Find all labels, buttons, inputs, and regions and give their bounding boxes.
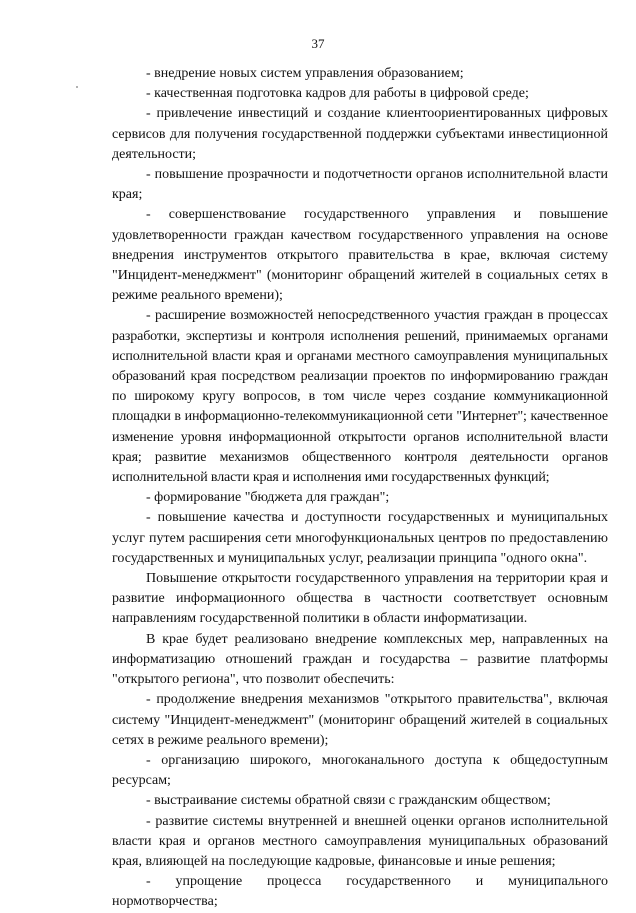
paragraph-10: В крае будет реализовано внедрение комплексных мер, направленных на информатизацию отношений граждан и государства – развитие платформы "открытого региона", что позволит обеспечить: xyxy=(112,631,608,688)
paragraph-15: - упрощение процесса государственного и муниципального нормотворчества; xyxy=(112,874,608,910)
paragraph-2: - качественная подготовка кадров для работы в цифровой среде; xyxy=(146,86,529,102)
paragraph-6: - расширение возможностей непосредственного участия граждан в процессах разработки, экспертизы и контроля исполнения решений, принимаемых органами исполнительной власти края и органами местного самоуправления муниципальных образований края посредством реализации проектов по информированию граждан по широкому кругу вопросов, в том числе через создание коммуникационной площадки в информационно-телекоммуникационной сети "Интернет"; качественное изменение уровня информационной открытости органов исполнительной власти края; развитие механизмов общественного контроля деятельности органов исполнительной власти края и исполнения ими государственных функций; xyxy=(112,308,608,486)
paragraph-4: - повышение прозрачности и подотчетности органов исполнительной власти края; xyxy=(112,167,608,203)
paragraph-8: - повышение качества и доступности государственных и муниципальных услуг путем расширения сети многофункциональных центров по предоставлению государственных и муниципальных услуг, реализации принципа "одного окна". xyxy=(112,510,608,566)
paragraph-3: - привлечение инвестиций и создание клиентоориентированных цифровых сервисов для получения государственной поддержки субъектами инвестиционной деятельности; xyxy=(112,106,608,162)
paragraph-14: - развитие системы внутренней и внешней оценки органов исполнительной власти края и органов местного самоуправления муниципальных образований края, влияющей на последующие кадровые, финансовые и иные решения; xyxy=(112,813,608,869)
document-body xyxy=(112,64,608,913)
paragraph-11: - продолжение внедрения механизмов "открытого правительства", включая систему "Инцидент-менеджмент" (мониторинг обращений жителей в социальных сетях в режиме реального времени); xyxy=(112,692,608,748)
paragraph-13: - выстраивание системы обратной связи с гражданским обществом; xyxy=(146,793,551,809)
paragraph-9: Повышение открытости государственного управления на территории края и развитие информационного общества в частности соответствует основным направлениям государственной политики в области информатизации. xyxy=(112,571,608,627)
paragraph-7: - формирование "бюджета для граждан"; xyxy=(146,490,390,506)
paragraph-1: - внедрение новых систем управления образованием; xyxy=(146,66,464,81)
scan-mark xyxy=(76,86,78,88)
paragraph-5: - совершенствование государственного управления и повышение удовлетворенности граждан качеством государственного управления на основе внедрения инструментов открытого правительства в крае, включая систему "Инцидент-менеджмент" (мониторинг обращений жителей в социальных сетях в режиме реального времени); xyxy=(112,207,608,304)
paragraph-12: - организацию широкого, многоканального доступа к общедоступным ресурсам; xyxy=(112,752,608,789)
page-number: 37 xyxy=(311,36,325,51)
